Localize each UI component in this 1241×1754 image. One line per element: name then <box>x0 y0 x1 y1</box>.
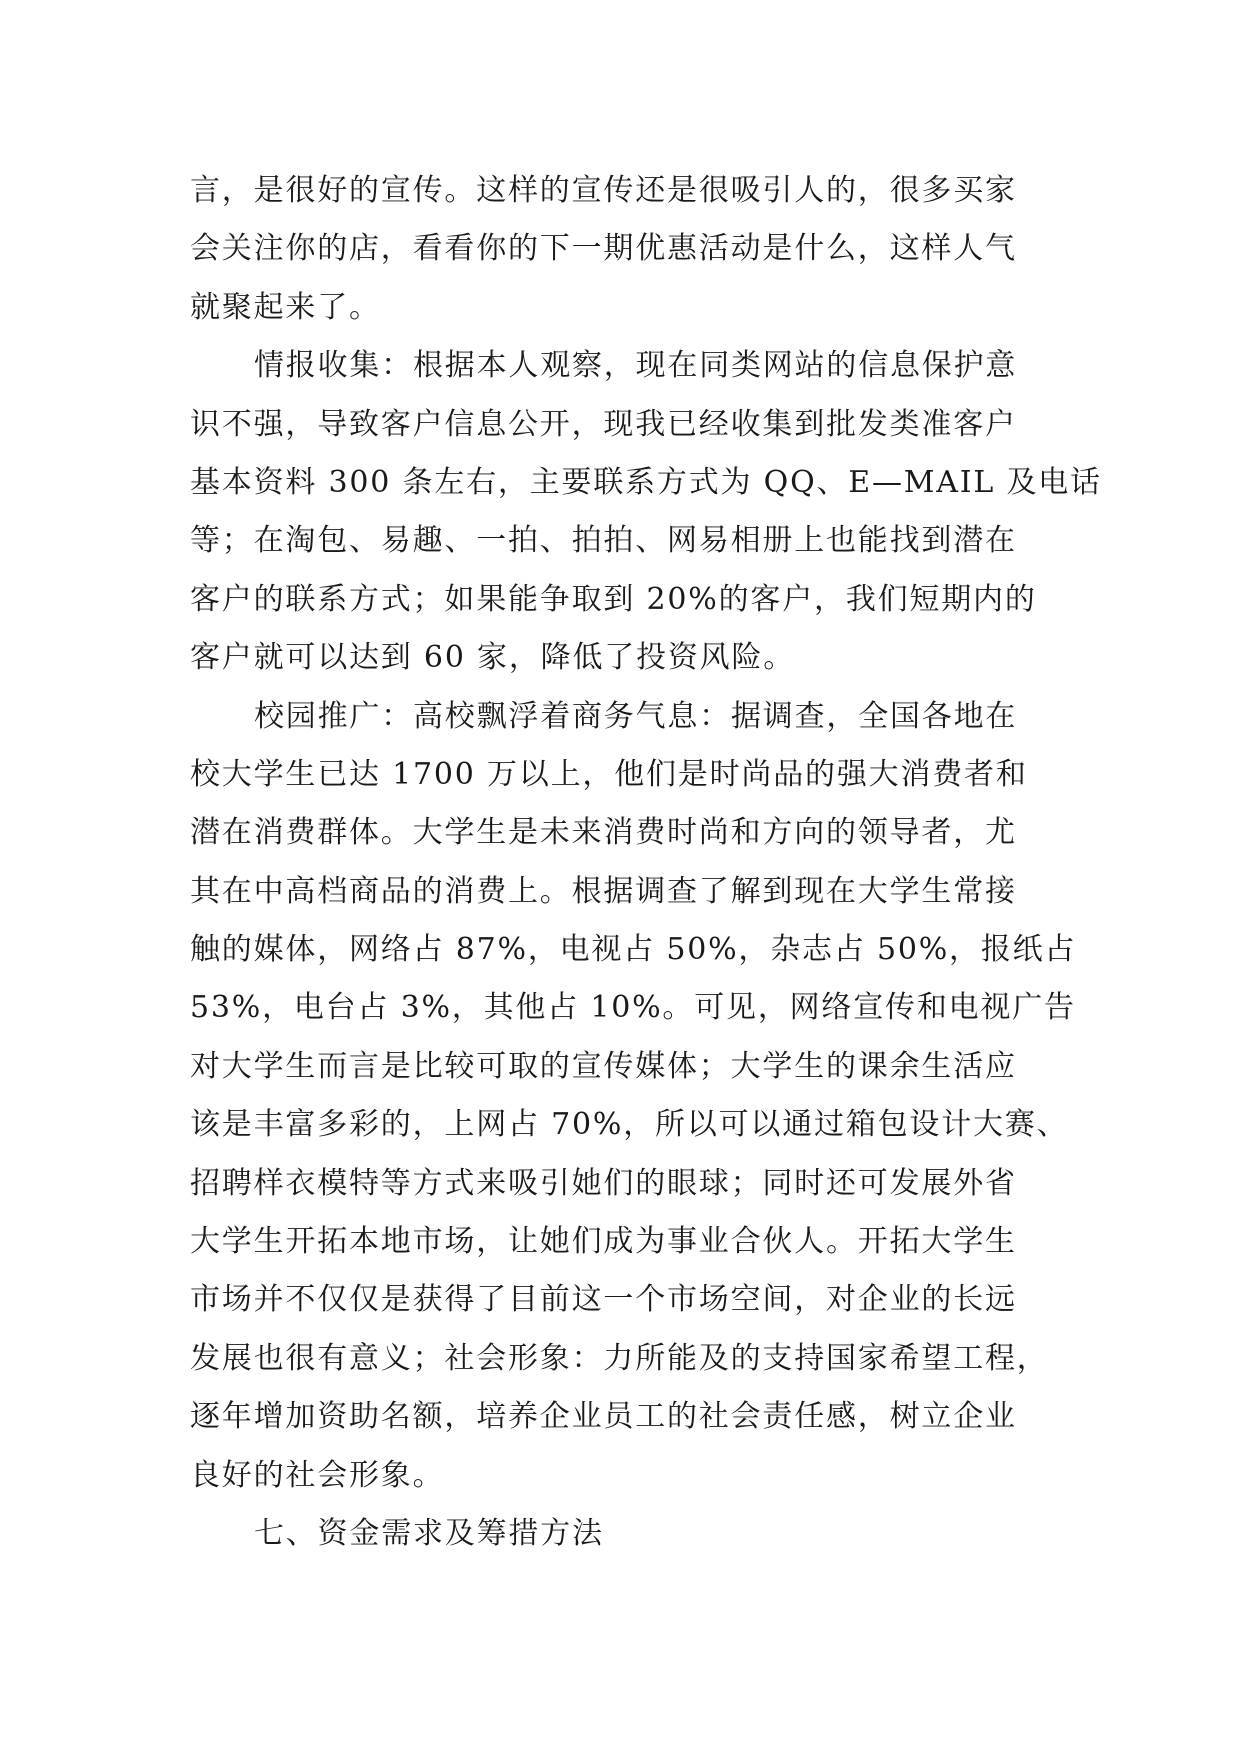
text-line: 客户的联系方式；如果能争取到 20%的客户，我们短期内的 <box>190 581 1037 617</box>
text-line: 就聚起来了。 <box>190 289 381 325</box>
text-line: 53%，电台占 3%，其他占 10%。可见，网络宣传和电视广告 <box>190 990 1076 1026</box>
text-line: 会关注你的店，看看你的下一期优惠活动是什么，这样人气 <box>190 231 1017 267</box>
text-line: 客户就可以达到 60 家，降低了投资风险。 <box>190 640 796 676</box>
text-line: 发展也很有意义；社会形象：力所能及的支持国家希望工程， <box>190 1340 1049 1376</box>
text-line: 潜在消费群体。大学生是未来消费时尚和方向的领导者，尤 <box>190 815 1017 851</box>
text-line: 市场并不仅仅是获得了目前这一个市场空间，对企业的长远 <box>190 1282 1017 1318</box>
paragraph-campus-start: 校园推广：高校飘浮着商务气息：据调查，全国各地在 <box>254 698 1018 734</box>
text-line: 等；在淘包、易趣、一拍、拍拍、网易相册上也能找到潜在 <box>190 523 1017 559</box>
text-line: 对大学生而言是比较可取的宣传媒体；大学生的课余生活应 <box>190 1048 1017 1084</box>
text-line: 触的媒体，网络占 87%，电视占 50%，杂志占 50%，报纸占 <box>190 932 1077 968</box>
paragraph-intelligence-start: 情报收集：根据本人观察，现在同类网站的信息保护意 <box>254 348 1018 384</box>
text-line: 大学生开拓本地市场，让她们成为事业合伙人。开拓大学生 <box>190 1224 1017 1260</box>
text-line: 逐年增加资助名额，培养企业员工的社会责任感，树立企业 <box>190 1399 1017 1435</box>
text-line: 招聘样衣模特等方式来吸引她们的眼球；同时还可发展外省 <box>190 1165 1017 1201</box>
text-line: 校大学生已达 1700 万以上，他们是时尚品的强大消费者和 <box>190 756 1028 792</box>
text-line: 其在中高档商品的消费上。根据调查了解到现在大学生常接 <box>190 873 1017 909</box>
text-line: 该是丰富多彩的，上网占 70%，所以可以通过箱包设计大赛、 <box>190 1107 1069 1143</box>
text-line: 良好的社会形象。 <box>190 1457 445 1493</box>
text-line: 识不强，导致客户信息公开，现我已经收集到批发类准客户 <box>190 406 1017 442</box>
document-body <box>190 162 1102 1563</box>
text-line: 言，是很好的宣传。这样的宣传还是很吸引人的，很多买家 <box>190 173 1017 208</box>
section-heading: 七、资金需求及筹措方法 <box>254 1515 604 1551</box>
text-line: 基本资料 300 条左右，主要联系方式为 QQ、E—MAIL 及电话 <box>190 464 1102 500</box>
